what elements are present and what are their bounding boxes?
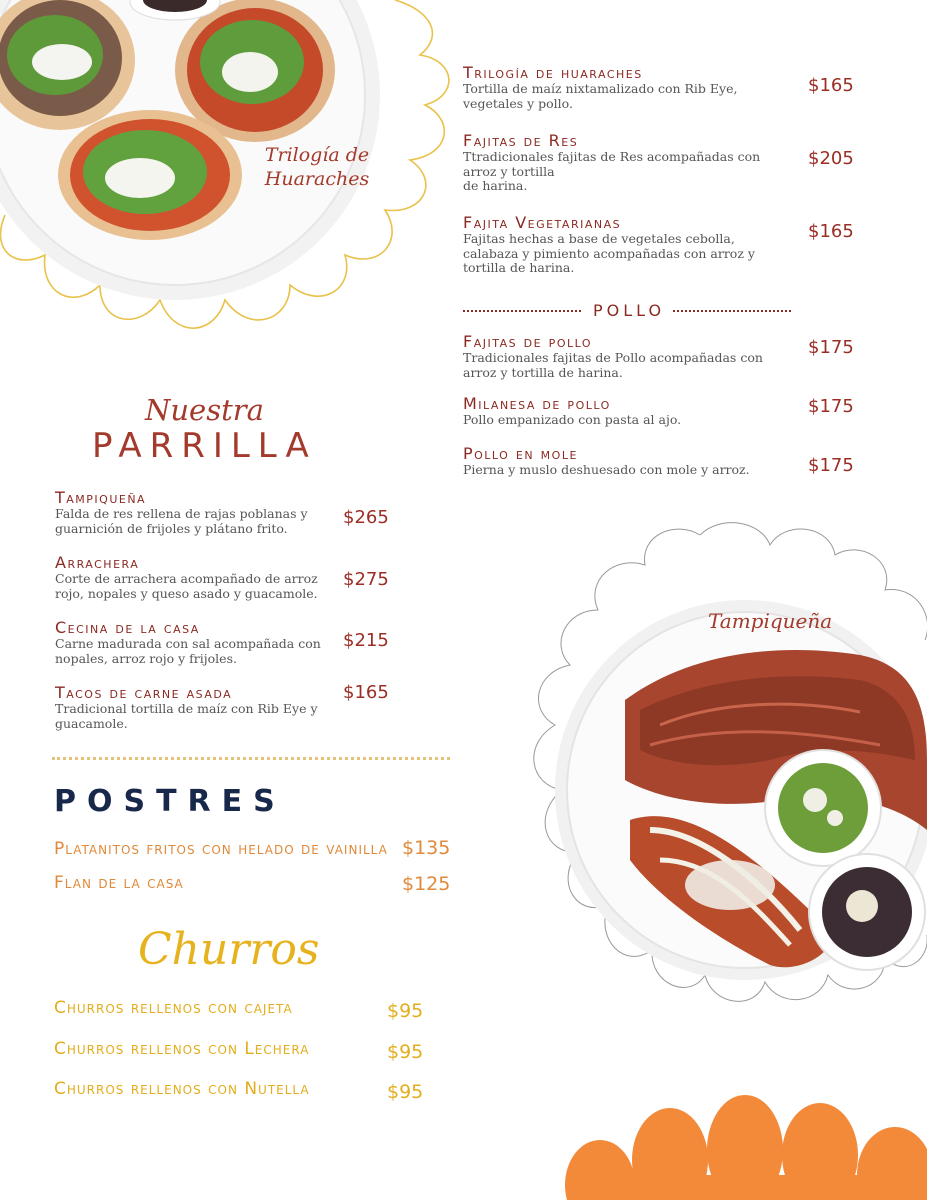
menu-item — [463, 395, 793, 445]
item-description: Pierna y muslo deshuesado con mole y arroz. — [463, 462, 750, 477]
item-price: $165 — [343, 682, 389, 703]
pollo-heading: POLLO — [593, 301, 666, 320]
item-price: $275 — [343, 569, 389, 590]
item-price: $175 — [808, 455, 854, 476]
pollo-divider-right — [673, 310, 791, 312]
menu-item — [55, 489, 335, 554]
guacamole-bowl — [765, 750, 881, 866]
churro-item-name: Churros rellenos con cajeta — [54, 998, 293, 1018]
item-description: Ttradicionales fajitas de Res acompañadas con arroz y tortilla de harina. — [463, 149, 761, 193]
item-name: Arrachera — [55, 553, 140, 572]
section-divider — [52, 757, 450, 760]
churro-item-price: $95 — [387, 1081, 424, 1103]
churro-item-price: $95 — [387, 1000, 424, 1022]
item-name: Fajitas de pollo — [463, 332, 592, 351]
menu-item — [463, 445, 793, 478]
item-name: Trilogía de huaraches — [463, 63, 643, 82]
postre-item-price: $125 — [402, 873, 451, 895]
item-description: Carne madurada con sal acompañada con nopales, arroz rojo y frijoles. — [55, 636, 321, 666]
churro-item-price: $95 — [387, 1041, 424, 1063]
item-price: $265 — [343, 507, 389, 528]
item-name: Pollo en mole — [463, 444, 578, 463]
item-description: Tradicional tortilla de maíz con Rib Eye y guacamole. — [55, 701, 318, 731]
postre-item-name: Platanitos fritos con helado de vainilla — [54, 839, 388, 859]
item-description: Fajitas hechas a base de vegetales cebolla, calabaza y pimiento acompañadas con arroz y tortilla de harina. — [463, 231, 755, 275]
churro-item-name: Churros rellenos con Lechera — [54, 1039, 310, 1059]
tampiquena-photo-caption: Tampiqueña — [708, 609, 833, 633]
menu-item — [55, 619, 335, 684]
item-price: $165 — [808, 75, 854, 96]
parrilla-items-list — [55, 489, 335, 731]
beans-bowl — [809, 854, 925, 970]
item-description: Pollo empanizado con pasta al ajo. — [463, 412, 682, 427]
menu-item — [55, 684, 335, 731]
menu-item — [463, 214, 803, 276]
item-price: $175 — [808, 337, 854, 358]
item-name: Tacos de carne asada — [55, 683, 233, 702]
item-name: Tampiqueña — [55, 488, 147, 507]
item-price: $205 — [808, 148, 854, 169]
pollo-items-list — [463, 333, 793, 478]
item-name: Cecina de la casa — [55, 618, 200, 637]
item-name: Fajita Vegetarianas — [463, 213, 622, 232]
pollo-divider-left — [463, 310, 581, 312]
orange-flower-decoration — [565, 1095, 927, 1200]
parrilla-title: PARRILLA — [92, 426, 317, 466]
parrilla-script-heading: Nuestra — [145, 393, 264, 427]
item-price: $165 — [808, 221, 854, 242]
item-name: Fajitas de Res — [463, 131, 579, 150]
huaraches-photo-caption: Trilogía de Huaraches — [264, 144, 370, 190]
item-price: $215 — [343, 630, 389, 651]
churros-title: Churros — [138, 924, 320, 975]
churro-item-name: Churros rellenos con Nutella — [54, 1079, 310, 1099]
item-description: Tortilla de maíz nixtamalizado con Rib Eye, vegetales y pollo. — [463, 81, 738, 111]
item-description: Corte de arrachera acompañado de arroz rojo, nopales y queso asado y guacamole. — [55, 571, 318, 601]
postres-title: POSTRES — [54, 784, 286, 819]
item-description: Tradicionales fajitas de Pollo acompañadas con arroz y tortilla de harina. — [463, 350, 763, 380]
item-description: Falda de res rellena de rajas poblanas y guarnición de frijoles y plátano frito. — [55, 506, 308, 536]
item-price: $175 — [808, 396, 854, 417]
menu-item — [463, 64, 803, 132]
menu-item — [463, 132, 803, 214]
huarache-3 — [58, 110, 242, 240]
postre-item-name: Flan de la casa — [54, 873, 184, 893]
item-name: Milanesa de pollo — [463, 394, 611, 413]
menu-item — [55, 554, 335, 619]
menu-item — [463, 333, 793, 395]
postre-item-price: $135 — [402, 837, 451, 859]
top-items-list — [463, 64, 803, 276]
